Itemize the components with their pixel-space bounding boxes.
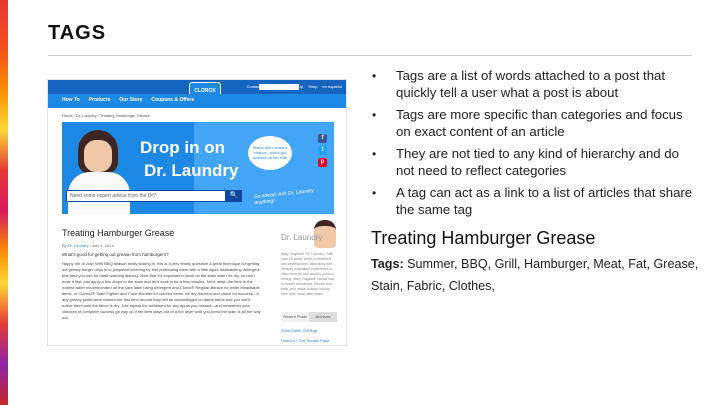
bullet-dot-icon: • [372,186,377,200]
example-tags [371,253,701,297]
social-icons [318,134,328,170]
title-divider [48,55,692,56]
bullet-item: • Tags are a list of words attached to a post that quickly tell a user what a post is about [372,68,666,100]
bullet-dot-icon: • [372,69,377,83]
banner-heading-line2: Dr. Laundry [144,161,239,180]
sidebar-link-2[interactable]: How Do I Get Tomato Paint [281,338,330,343]
top-link-contact[interactable]: Contact Us [246,84,267,89]
top-link-signup[interactable]: Sign Up [288,84,304,89]
bullet-dot-icon: • [372,108,377,122]
sidebar-tabs [281,312,337,322]
author-link[interactable]: Dr. Laundry [67,243,89,248]
bullet-list [370,68,700,224]
slide-title: TAGS [48,22,107,44]
post-title: Treating Hamburger Grease [62,228,175,238]
bullet-item: • A tag can act as a link to a list of articles that share the same tag [372,185,693,217]
hero-banner [62,122,334,214]
sidebar-name: Dr. Laundry [281,233,323,242]
banner-heading-line1: Drop in on [140,138,225,157]
rainbow-side-bar [0,0,8,405]
banner-script-text: Go ahead. Ask Dr. Laundry anything! [253,187,315,207]
post-body: Happy 4th of July! With BBQ season really kicking in, this is a very timely question! A great technique for getting out greasy burger drips is to jumpstart cleaning by first pretreating them with a little liquid dishwashing detergent (the kind you use for hand washing dishes). Note that it's important to work on the stain when it's dry, so don't rinse it first: just apply a few drops to the stain and let it soak in for a few minutes. Next, wash the item in the hottest water recommended on the care label using detergent and Clorox® Regular-Bleach for white bleachable items, or Clorox2® Stain Fighter and Color Booster for colored items. Air dry the item and check for success—if any greasy spots were missed the first time around they will be camouflaged on damp fabric and you won't notice them until the fabric is dry. Just repeat the treatment for any spots you missed—and remember your chances of complete success go way up if the item stays out of a hot dryer until you know the stain is all the way out. [62,261,261,320]
top-link-espanol[interactable]: en español [322,84,342,89]
website-screenshot [47,79,347,346]
twitter-icon[interactable]: t [318,146,327,155]
clorox-logo[interactable]: CLOROX [189,82,221,100]
site-nav [48,94,347,108]
site-top-links [247,84,342,89]
sidebar-bio: Mary Gagliardi "Dr. Laundry" With over 15 years' worth of research and development, laboratory and sensory evaluation experience in stain removal and laundry product testing, Mary Gagliardi knows how to banish blemishes, resolve fuzz balls, and make clothes looking their best, wash after wash. [281,252,335,296]
post-question: What's good for getting out grease from hamburgers? [62,252,169,257]
example-title: Treating Hamburger Grease [371,228,596,248]
top-link-signin[interactable]: Sign In [271,84,284,89]
nav-our-story[interactable]: Our Story [119,97,143,103]
bullet-dot-icon: • [372,147,377,161]
post-meta: By Dr. Laundry • July 4, 2014 [62,243,114,248]
top-link-shop[interactable]: Shop [308,84,318,89]
sidebar-link-1[interactable]: Wine Bottle Gift Bag [281,328,318,333]
speech-bubble: Stains don't stand a chance - she's got science on her side [248,136,292,170]
search-icon[interactable]: 🔍 [226,190,242,202]
nav-how-to[interactable]: How To [62,97,80,103]
nav-products[interactable]: Products [88,97,111,103]
tags-value: Summer, BBQ, Grill, Hamburger, Meat, Fat, Grease, Stain, Fabric, Clothes, [371,257,699,293]
tab-archives[interactable]: Archives [309,312,337,322]
tags-label: Tags: [371,257,404,271]
breadcrumb: Home / Dr. Laundry / Treating Hamburger Grease [62,113,150,118]
bullet-item: • Tags are more specific than categories and focus on exact content of an article [372,107,683,139]
pinterest-icon[interactable]: p [318,158,327,167]
ask-dr-input[interactable]: Need some expert advice from the Dr? [66,190,226,202]
facebook-icon[interactable]: f [318,134,327,143]
nav-coupons[interactable]: Coupons & Offers [151,97,195,103]
bullet-item: • They are not tied to any kind of hierarchy and do not need to reflect categories [372,146,679,178]
tab-recent-posts[interactable]: Recent Posts [281,312,309,322]
